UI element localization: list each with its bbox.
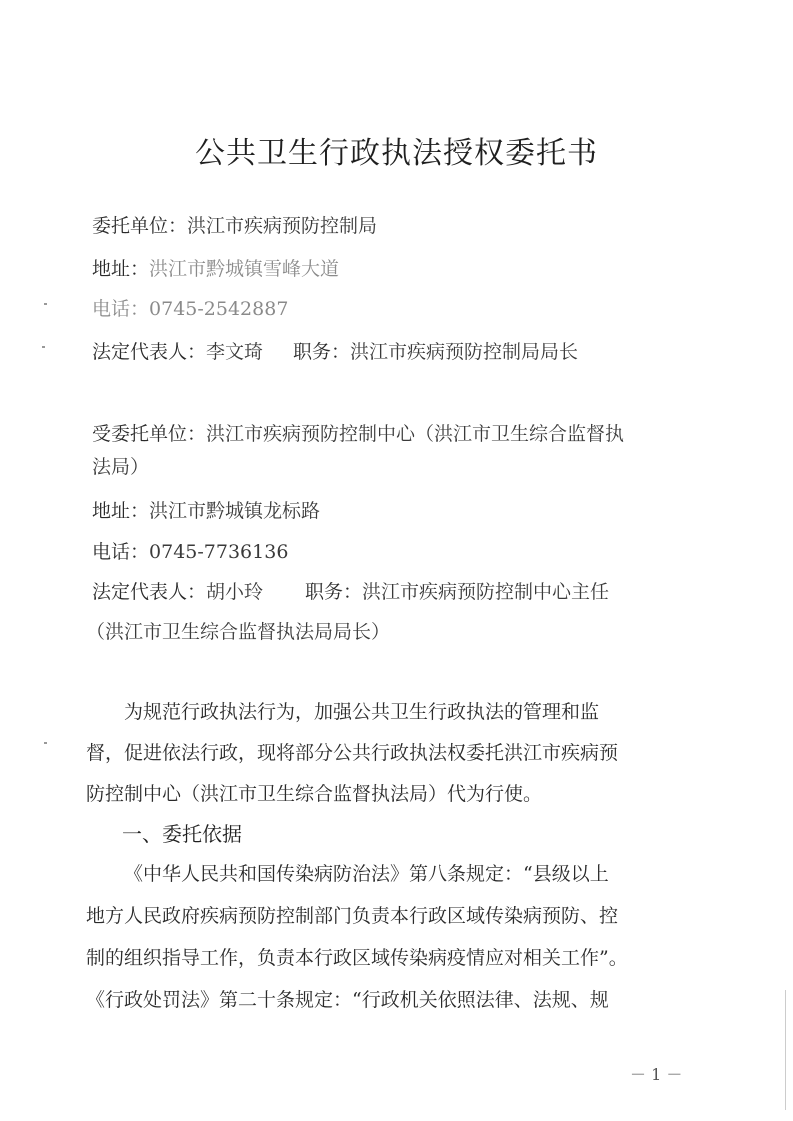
agent-rep-line — [92, 580, 609, 604]
para1-line1: 为规范行政执法行为，加强公共卫生行政执法的管理和监 — [124, 701, 600, 723]
scan-mark — [44, 303, 47, 305]
para2-line2: 地方人民政府疾病预防控制部门负责本行政区域传染病预防、控 — [86, 905, 619, 927]
principal-address-label: 地址： — [92, 258, 150, 280]
agent-position-value-2: （洪江市卫生综合监督执法局局长） — [86, 621, 391, 643]
agent-rep-value: 胡小玲 — [206, 581, 264, 603]
principal-phone-label: 电话： — [92, 298, 150, 320]
agent-unit-value-2: 法局） — [92, 456, 150, 478]
agent-rep-label: 法定代表人： — [92, 581, 207, 603]
principal-position-value: 洪江市疾病预防控制局局长 — [350, 341, 579, 363]
agent-phone-line — [92, 540, 288, 564]
agent-position-line-2 — [86, 620, 390, 644]
para2-line4: 《行政处罚法》第二十条规定：“行政机关依照法律、法规、规 — [86, 989, 609, 1011]
principal-rep-line — [92, 340, 578, 364]
agent-unit-label: 受委托单位： — [92, 423, 207, 445]
para1-line3: 防控制中心（洪江市卫生综合监督执法局）代为行使。 — [86, 783, 543, 805]
principal-address-line — [92, 257, 339, 281]
agent-unit-line-2 — [92, 455, 149, 479]
agent-address-value: 洪江市黔城镇龙标路 — [149, 500, 321, 522]
agent-position-label: 职务： — [305, 581, 363, 603]
principal-position-label: 职务： — [293, 341, 351, 363]
principal-unit-value: 洪江市疾病预防控制局 — [187, 215, 378, 237]
agent-phone-label: 电话： — [92, 541, 150, 563]
para2-line1: 《中华人民共和国传染病防治法》第八条规定：“县级以上 — [124, 863, 609, 885]
para2-line3: 制的组织指导工作，负责本行政区域传染病疫情应对相关工作”。 — [86, 947, 628, 969]
scan-mark — [42, 346, 45, 348]
principal-address-value: 洪江市黔城镇雪峰大道 — [149, 258, 340, 280]
agent-unit-line — [92, 422, 624, 446]
agent-phone-value: 0745-7736136 — [149, 541, 289, 563]
principal-unit-line — [92, 214, 377, 238]
principal-phone-value: 0745-2542887 — [149, 298, 289, 320]
principal-rep-label: 法定代表人： — [92, 341, 207, 363]
agent-unit-value-1: 洪江市疾病预防控制中心（洪江市卫生综合监督执 — [206, 423, 625, 445]
agent-address-label: 地址： — [92, 500, 150, 522]
agent-address-line — [92, 499, 320, 523]
scan-edge-line — [785, 990, 786, 1110]
principal-unit-label: 委托单位： — [92, 215, 188, 237]
principal-phone-line — [92, 297, 288, 321]
para1-line2: 督，促进依法行政，现将部分公共行政执法权委托洪江市疾病预 — [86, 742, 619, 764]
agent-position-value-1: 洪江市疾病预防控制中心主任 — [362, 581, 610, 603]
document-title: 公共卫生行政执法授权委托书 — [195, 136, 598, 171]
section1-heading: 一、委托依据 — [122, 822, 242, 846]
principal-rep-value: 李文琦 — [206, 341, 264, 363]
scan-mark — [44, 742, 47, 744]
page-number: － 1 － — [630, 1065, 683, 1084]
